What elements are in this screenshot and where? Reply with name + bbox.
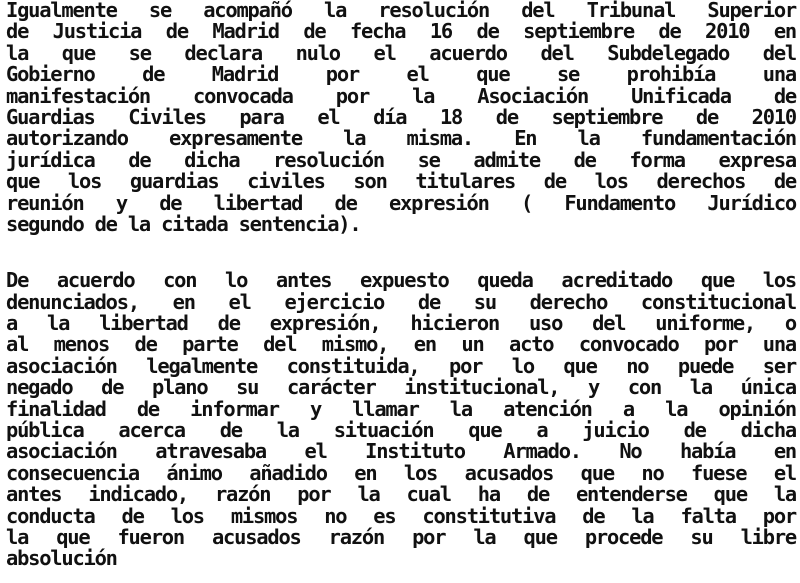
text-line: de Justicia de Madrid de fecha 16 de septiembre de 2010 en bbox=[6, 19, 796, 44]
text-line: asociación legalmente constituida, por lo que no puede ser bbox=[6, 353, 796, 378]
paragraph-2 bbox=[6, 270, 796, 569]
text-line: pública acerca de la situación que a juicio de dicha bbox=[6, 418, 796, 443]
text-line: Guardias Civiles para el día 18 de septiembre de 2010 bbox=[6, 104, 796, 129]
text-line: absolución bbox=[6, 546, 117, 571]
text-line: la que se declara nulo el acuerdo del Subdelegado del bbox=[6, 40, 796, 65]
text-line: denunciados, en el ejercicio de su derecho constitucional bbox=[6, 289, 796, 314]
paragraph-1 bbox=[6, 0, 796, 235]
text-line: consecuencia ánimo añadido en los acusados que no fuese el bbox=[6, 460, 796, 485]
text-line: jurídica de dicha resolución se admite de forma expresa bbox=[6, 147, 796, 172]
text-line: finalidad de informar y llamar la atención a la opinión bbox=[6, 396, 796, 421]
text-line: manifestación convocada por la Asociación Unificada de bbox=[6, 83, 796, 108]
text-line: negado de plano su carácter institucional, y con la única bbox=[6, 375, 796, 400]
text-line: asociación atravesaba el Instituto Armado. No había en bbox=[6, 439, 796, 464]
text-line: conducta de los mismos no es constitutiva de la falta por bbox=[6, 503, 796, 528]
text-line: autorizando expresamente la misma. En la fundamentación bbox=[6, 126, 796, 151]
text-line: Gobierno de Madrid por el que se prohibía una bbox=[6, 62, 796, 87]
text-line: a la libertad de expresión, hicieron uso del uniforme, o bbox=[6, 311, 796, 336]
text-line: Igualmente se acompañó la resolución del Tribunal Superior bbox=[6, 0, 796, 22]
text-line: la que fueron acusados razón por la que procede su libre bbox=[6, 524, 796, 549]
text-line: al menos de parte del mismo, en un acto convocado por una bbox=[6, 332, 796, 357]
text-line: segundo de la citada sentencia). bbox=[6, 211, 361, 236]
text-line: antes indicado, razón por la cual ha de entenderse que la bbox=[6, 482, 796, 507]
text-line: reunión y de libertad de expresión ( Fundamento Jurídico bbox=[6, 190, 796, 215]
document-page bbox=[6, 0, 796, 570]
text-line: De acuerdo con lo antes expuesto queda acreditado que los bbox=[6, 268, 796, 293]
text-line: que los guardias civiles son titulares de los derechos de bbox=[6, 169, 796, 194]
paragraph-gap bbox=[6, 235, 796, 270]
